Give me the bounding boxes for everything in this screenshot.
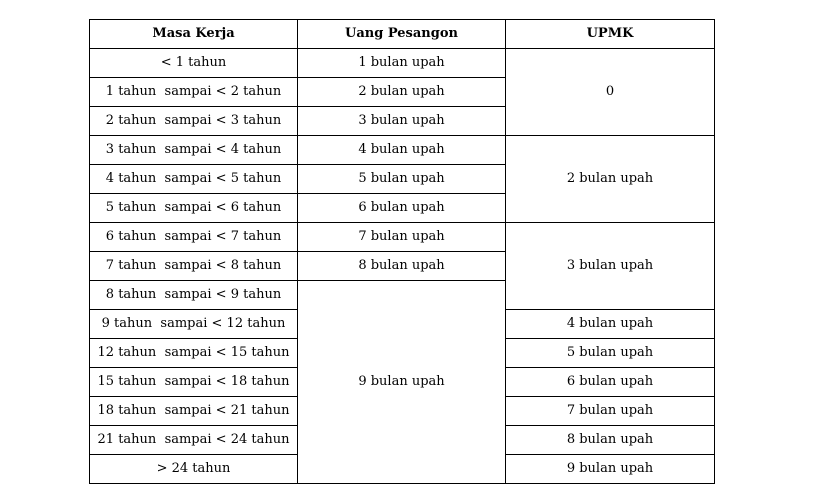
uang-pesangon-cell: 5 bulan upah (298, 165, 506, 194)
masa-kerja-cell: 7 tahun sampai < 8 tahun (90, 252, 298, 281)
uang-pesangon-cell: 3 bulan upah (298, 107, 506, 136)
masa-kerja-cell: 5 tahun sampai < 6 tahun (90, 194, 298, 223)
severance-table (89, 19, 715, 484)
masa-kerja-cell: 4 tahun sampai < 5 tahun (90, 165, 298, 194)
header-uang-pesangon: Uang Pesangon (298, 20, 506, 49)
uang-pesangon-cell: 9 bulan upah (298, 281, 506, 484)
uang-pesangon-cell: 4 bulan upah (298, 136, 506, 165)
upmk-cell: 0 (506, 49, 715, 136)
uang-pesangon-cell: 8 bulan upah (298, 252, 506, 281)
table-row (90, 223, 715, 252)
table-row (90, 49, 715, 78)
masa-kerja-cell: 12 tahun sampai < 15 tahun (90, 339, 298, 368)
upmk-cell: 9 bulan upah (506, 455, 715, 484)
upmk-cell: 8 bulan upah (506, 426, 715, 455)
upmk-cell: 2 bulan upah (506, 136, 715, 223)
masa-kerja-cell: 8 tahun sampai < 9 tahun (90, 281, 298, 310)
uang-pesangon-cell: 1 bulan upah (298, 49, 506, 78)
upmk-cell: 3 bulan upah (506, 223, 715, 310)
header-upmk: UPMK (506, 20, 715, 49)
masa-kerja-cell: > 24 tahun (90, 455, 298, 484)
masa-kerja-cell: < 1 tahun (90, 49, 298, 78)
upmk-cell: 5 bulan upah (506, 339, 715, 368)
masa-kerja-cell: 6 tahun sampai < 7 tahun (90, 223, 298, 252)
masa-kerja-cell: 9 tahun sampai < 12 tahun (90, 310, 298, 339)
uang-pesangon-cell: 6 bulan upah (298, 194, 506, 223)
header-row (90, 20, 715, 49)
uang-pesangon-cell: 7 bulan upah (298, 223, 506, 252)
masa-kerja-cell: 21 tahun sampai < 24 tahun (90, 426, 298, 455)
uang-pesangon-cell: 2 bulan upah (298, 78, 506, 107)
masa-kerja-cell: 18 tahun sampai < 21 tahun (90, 397, 298, 426)
upmk-cell: 4 bulan upah (506, 310, 715, 339)
header-masa-kerja: Masa Kerja (90, 20, 298, 49)
upmk-cell: 6 bulan upah (506, 368, 715, 397)
masa-kerja-cell: 3 tahun sampai < 4 tahun (90, 136, 298, 165)
masa-kerja-cell: 15 tahun sampai < 18 tahun (90, 368, 298, 397)
masa-kerja-cell: 2 tahun sampai < 3 tahun (90, 107, 298, 136)
table-row (90, 136, 715, 165)
masa-kerja-cell: 1 tahun sampai < 2 tahun (90, 78, 298, 107)
upmk-cell: 7 bulan upah (506, 397, 715, 426)
